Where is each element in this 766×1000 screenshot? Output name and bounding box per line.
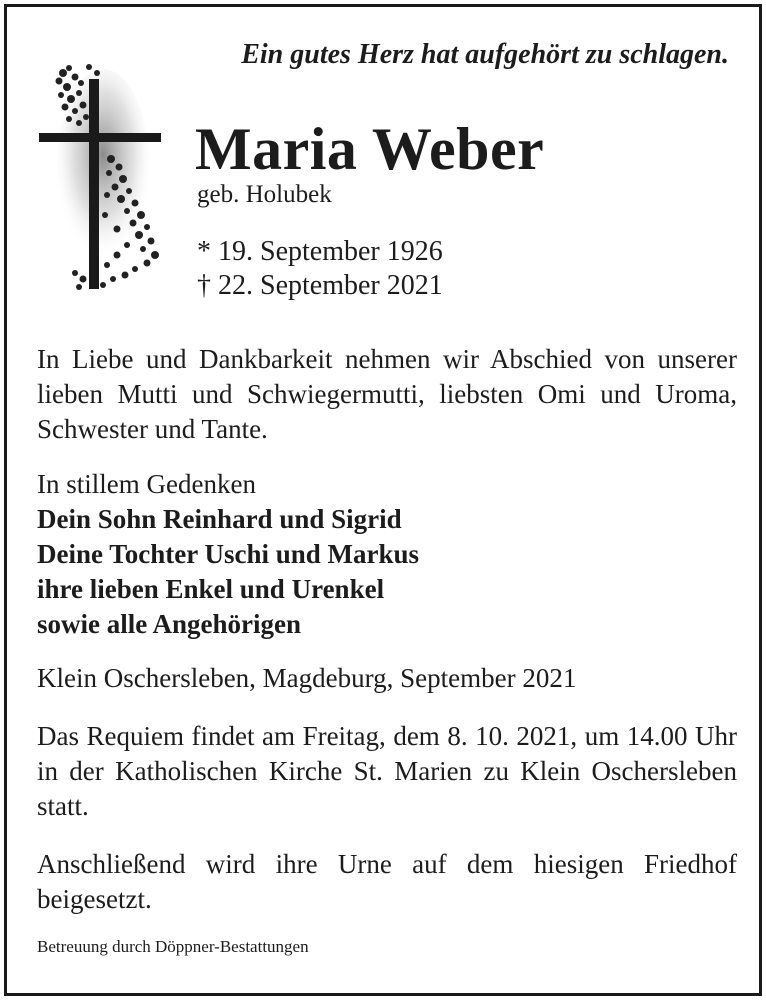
cross-with-ivy-icon [31,59,166,299]
mourners-block [37,467,737,642]
burial-notice: Anschließend wird ihre Urne auf dem hiesigen Friedhof beigesetzt. [37,849,737,914]
birth-date: * 19. September 1926 [197,236,443,267]
life-dates [197,235,443,303]
requiem-notice: Das Requiem findet am Freitag, dem 8. 10. 2021, um 14.00 Uhr in der Katholischen Kirche St. Marien zu Klein Oschersleben statt. [37,721,737,821]
place-date: Klein Oschersleben, Magdeburg, September 2021 [37,663,577,693]
motto: Ein gutes Herz hat aufgehört zu schlagen. [241,39,729,70]
deceased-name: Maria Weber [195,116,545,182]
mourner-line: ihre lieben Enkel und Urenkel [37,574,385,604]
mourners-lead: In stillem Gedenken [37,469,256,499]
mourner-line: Dein Sohn Reinhard und Sigrid [37,504,402,534]
mourner-line: Deine Tochter Uschi und Markus [37,539,420,569]
farewell-text: In Liebe und Dankbarkeit nehmen wir Abschied von unserer lieben Mutti und Schwiegermutti, liebsten Omi und Uroma, Schwester und Tante. [37,344,737,444]
death-date: † 22. September 2021 [197,270,443,301]
mourner-line: sowie alle Angehörigen [37,609,301,639]
funeral-home-credit: Betreuung durch Döppner-Bestattungen [37,937,309,956]
obituary-frame [4,4,762,996]
maiden-name: geb. Holubek [197,181,332,208]
